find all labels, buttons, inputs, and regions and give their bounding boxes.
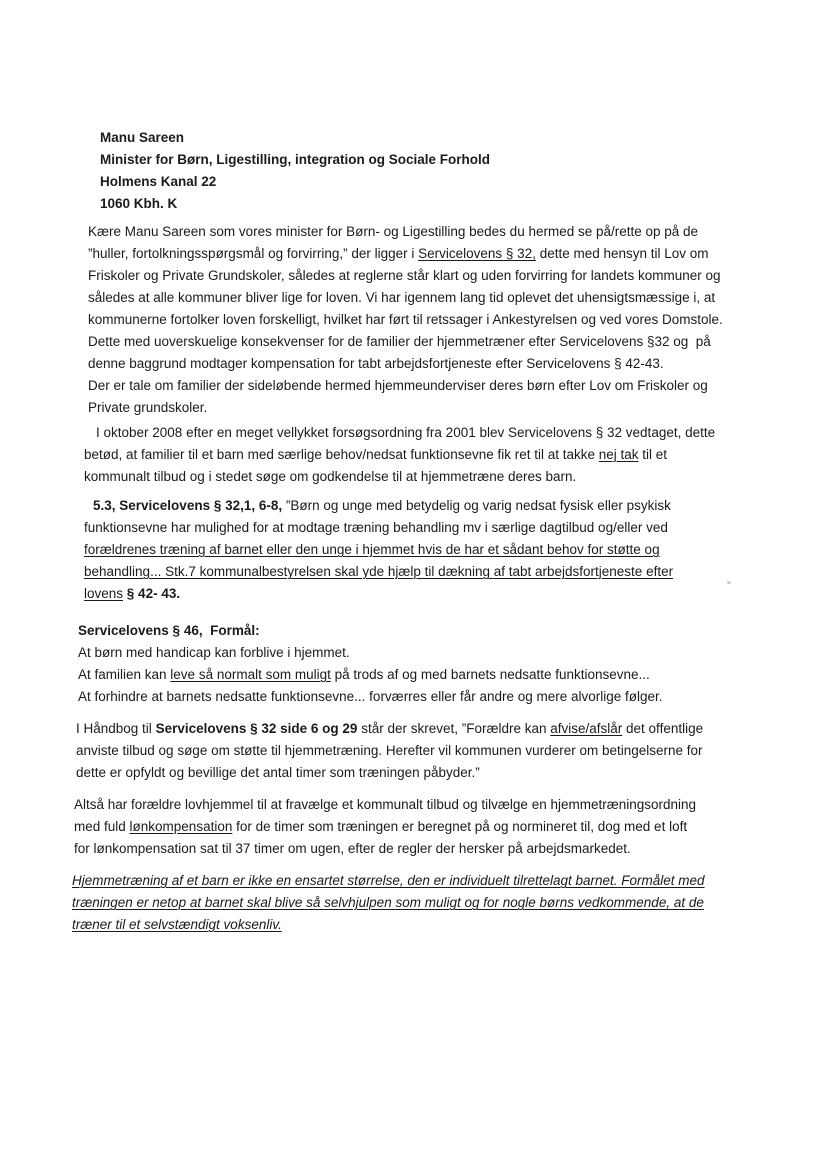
text-segment: træningen er netop at barnet skal blive så selvhjulpen som muligt og for nogle børns vedkommende, at de — [72, 895, 704, 910]
paragraph-p5 — [76, 718, 827, 784]
text-line — [88, 221, 827, 243]
text-segment: 1060 Kbh. K — [100, 196, 178, 211]
paragraph-p7 — [72, 870, 827, 936]
document-body — [0, 127, 827, 936]
text-segment: på trods af og med barnets nedsatte funktionsevne... — [330, 667, 650, 682]
text-segment: kommunalt tilbud og i stedet søge om godkendelse til at hjemmetræne deres barn. — [84, 469, 577, 484]
text-line — [84, 583, 827, 605]
text-segment: står der skrevet, ”Forældre kan — [357, 721, 551, 736]
text-line — [84, 517, 827, 539]
text-segment: anviste tilbud og søge om støtte til hjemmetræning. Herefter vil kommunen vurderer om betingelserne for — [76, 743, 703, 758]
text-segment: træner til et selvstændigt voksenliv. — [72, 917, 282, 932]
text-segment: kommunerne fortolker loven forskelligt, hvilket har ført til retssager i Ankestyrelsen og ved vores Domstole. — [88, 312, 723, 327]
text-segment: I oktober 2008 efter en meget vellykket forsøgsordning fra 2001 blev Servicelovens § 32 vedtaget, dette — [96, 425, 716, 440]
text-line — [88, 309, 827, 331]
recipient-address-block — [100, 127, 827, 215]
text-segment: denne baggrund modtager kompensation for tabt arbejdsfortjeneste efter Servicelovens § 42-43. — [88, 356, 664, 371]
text-segment: for de timer som træningen er beregnet på og normineret til, dog med et loft — [232, 819, 688, 834]
text-line — [76, 718, 827, 740]
text-segment: ”Børn og unge med betydelig og varig nedsat fysisk eller psykisk — [282, 498, 671, 513]
text-line — [72, 914, 827, 936]
text-line — [78, 642, 827, 664]
text-line — [84, 539, 827, 561]
text-segment: det offentlige — [622, 721, 704, 736]
text-line — [72, 870, 827, 892]
text-segment: lovens — [84, 586, 124, 601]
scan-speck — [727, 581, 731, 584]
text-line — [84, 561, 827, 583]
text-line — [84, 422, 827, 444]
text-line — [74, 816, 827, 838]
text-segment: Friskoler og Private Grundskoler, således at reglerne står klart og uden forvirring for landets kommuner og — [88, 268, 721, 283]
text-segment: betød, at familier til et barn med særlige behov/nedsat funktionsevne fik ret til at takke — [84, 447, 599, 462]
text-segment: funktionsevne har mulighed for at modtage træning behandling mv i særlige dagtilbud og/eller ved — [84, 520, 668, 535]
text-segment: leve så normalt som muligt — [170, 667, 331, 682]
text-line — [100, 149, 827, 171]
text-line — [88, 353, 827, 375]
text-line — [88, 397, 827, 419]
text-line — [78, 686, 827, 708]
text-segment: lønkompensation — [129, 819, 233, 834]
text-segment: nej tak — [598, 447, 639, 462]
text-segment: Manu Sareen — [100, 130, 185, 145]
text-segment: dette er opfyldt og bevillige det antal timer som træningen påbyder.” — [76, 765, 480, 780]
text-line — [84, 444, 827, 466]
text-segment: Der er tale om familier der sideløbende hermed hjemmeunderviser deres børn efter Lov om Friskoler og — [88, 378, 708, 393]
text-line — [88, 331, 827, 353]
text-line — [100, 171, 827, 193]
text-segment: Servicelovens § 46, Formål: — [78, 623, 260, 638]
text-line — [74, 838, 827, 860]
text-line — [100, 127, 827, 149]
text-segment: således at alle kommuner bliver lige for loven. Vi har igennem lang tid oplevet det uhensigtsmæssige i, at — [88, 290, 716, 305]
text-segment: At forhindre at barnets nedsatte funktionsevne... forværres eller får andre og mere alvorlige følger. — [78, 689, 663, 704]
text-line — [78, 664, 827, 686]
text-segment: 5.3, Servicelovens § 32,1, 6-8, — [93, 498, 283, 513]
text-segment: for lønkompensation sat til 37 timer om ugen, efter de regler der hersker på arbejdsmarkedet. — [74, 841, 631, 856]
paragraph-p1 — [88, 221, 827, 419]
text-segment: afvise/afslår — [550, 721, 623, 736]
text-line — [74, 794, 827, 816]
text-segment: I Håndbog til — [76, 721, 156, 736]
text-segment: Altså har forældre lovhjemmel til at fravælge et kommunalt tilbud og tilvælge en hjemmetræningsordning — [74, 797, 697, 812]
paragraph-p3 — [84, 495, 827, 605]
paragraph-p6 — [74, 794, 827, 860]
text-segment: Servicelovens § 32, — [418, 246, 536, 261]
text-line — [88, 287, 827, 309]
text-line — [100, 193, 827, 215]
text-segment: Holmens Kanal 22 — [100, 174, 217, 189]
text-segment: Kære Manu Sareen som vores minister for Børn- og Ligestilling bedes du hermed se på/rette op på de — [88, 224, 699, 239]
text-line — [84, 466, 827, 488]
text-segment: ”huller, fortolkningsspørgsmål og forvirring,” der ligger i — [88, 246, 419, 261]
text-segment: dette med hensyn til Lov om — [535, 246, 709, 261]
text-segment: Dette med uoverskuelige konsekvenser for de familier der hjemmetræner efter Servicelovens §32 og på — [88, 334, 711, 349]
text-segment: Hjemmetræning af et barn er ikke en ensartet størrelse, den er individuelt tilrettelagt barnet. Formålet med — [72, 873, 705, 888]
text-line — [88, 265, 827, 287]
text-segment: behandling... Stk.7 kommunalbestyrelsen skal yde hjælp til dækning af tabt arbejdsfortjeneste efter — [84, 564, 674, 579]
text-line — [76, 740, 827, 762]
text-line — [72, 892, 827, 914]
text-segment: til et — [638, 447, 668, 462]
paragraph-p2 — [84, 422, 827, 488]
text-segment: At familien kan — [78, 667, 171, 682]
text-line — [84, 495, 827, 517]
text-segment: Minister for Børn, Ligestilling, integration og Sociale Forhold — [100, 152, 491, 167]
text-segment: Servicelovens § 32 side 6 og 29 — [155, 721, 358, 736]
text-line — [78, 620, 827, 642]
text-segment: med fuld — [74, 819, 130, 834]
text-line — [88, 375, 827, 397]
text-segment: Private grundskoler. — [88, 400, 208, 415]
text-segment: forældrenes træning af barnet eller den unge i hjemmet hvis de har et sådant behov for støtte og — [84, 542, 660, 557]
text-segment: At børn med handicap kan forblive i hjemmet. — [78, 645, 350, 660]
text-line — [76, 762, 827, 784]
text-line — [88, 243, 827, 265]
text-segment: § 42- 43. — [126, 586, 181, 601]
paragraph-p4 — [78, 620, 827, 708]
